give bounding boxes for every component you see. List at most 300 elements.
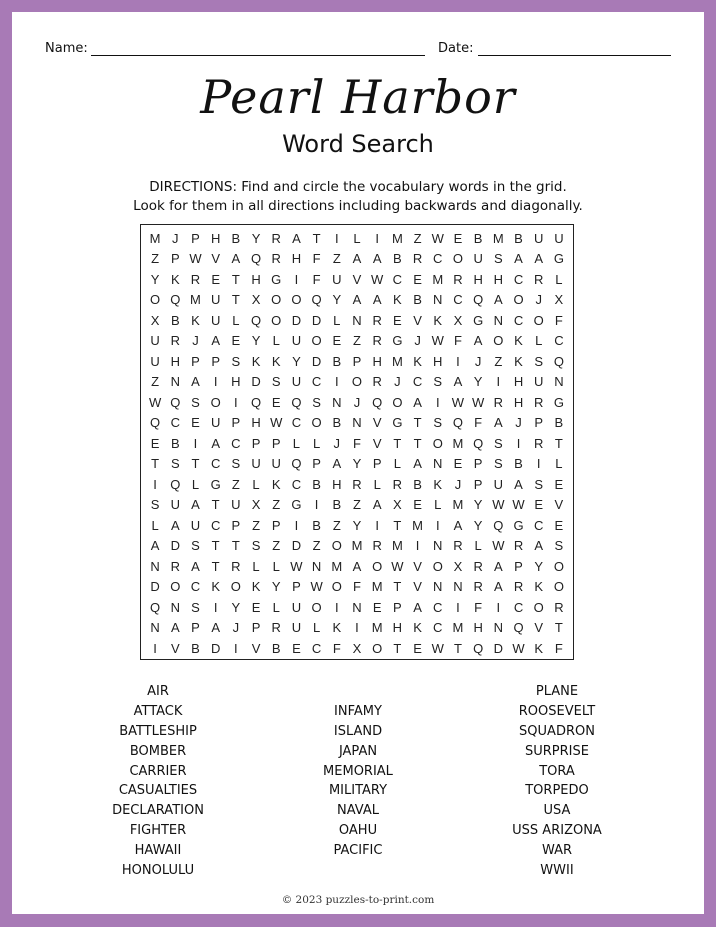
grid-letter[interactable]: O bbox=[271, 312, 282, 328]
grid-letter[interactable]: Q bbox=[473, 435, 484, 451]
grid-letter[interactable]: W bbox=[391, 558, 404, 574]
grid-letter[interactable]: X bbox=[554, 292, 564, 308]
grid-letter[interactable]: C bbox=[190, 579, 201, 595]
grid-letter[interactable]: H bbox=[372, 353, 382, 369]
grid-letter[interactable]: F bbox=[353, 435, 361, 451]
grid-letter[interactable]: R bbox=[412, 251, 423, 267]
grid-letter[interactable]: R bbox=[372, 538, 382, 554]
grid-letter[interactable]: P bbox=[271, 435, 281, 451]
grid-letter[interactable]: A bbox=[170, 620, 180, 636]
grid-letter[interactable]: V bbox=[413, 558, 422, 574]
grid-letter[interactable]: T bbox=[413, 435, 422, 451]
grid-letter[interactable]: M bbox=[391, 353, 403, 369]
grid-letter[interactable]: K bbox=[271, 353, 281, 369]
grid-letter[interactable]: V bbox=[170, 640, 180, 656]
grid-letter[interactable]: W bbox=[290, 558, 303, 574]
grid-letter[interactable]: S bbox=[493, 456, 503, 472]
grid-letter[interactable]: U bbox=[150, 353, 160, 369]
grid-letter[interactable]: Z bbox=[332, 517, 341, 533]
grid-letter[interactable]: I bbox=[536, 456, 541, 472]
grid-letter[interactable]: G bbox=[513, 517, 524, 533]
grid-letter[interactable]: R bbox=[372, 374, 382, 390]
grid-letter[interactable]: G bbox=[271, 271, 282, 287]
grid-letter[interactable]: C bbox=[412, 374, 423, 390]
grid-letter[interactable]: I bbox=[435, 517, 440, 533]
grid-letter[interactable]: T bbox=[554, 620, 563, 636]
grid-letter[interactable]: A bbox=[473, 333, 483, 349]
grid-letter[interactable]: A bbox=[191, 558, 200, 574]
grid-letter[interactable]: Q bbox=[250, 251, 262, 267]
grid-letter[interactable]: H bbox=[231, 374, 241, 390]
grid-letter[interactable]: Q bbox=[493, 517, 504, 533]
grid-letter[interactable]: T bbox=[211, 558, 220, 574]
grid-letter[interactable]: M bbox=[371, 579, 383, 595]
grid-letter[interactable]: E bbox=[554, 476, 564, 492]
grid-letter[interactable]: P bbox=[473, 456, 483, 472]
grid-letter[interactable]: D bbox=[291, 312, 302, 328]
grid-letter[interactable]: C bbox=[170, 415, 180, 431]
grid-letter[interactable]: R bbox=[231, 558, 241, 574]
grid-letter[interactable]: R bbox=[271, 230, 281, 246]
grid-letter[interactable]: B bbox=[514, 456, 523, 472]
grid-letter[interactable]: T bbox=[393, 435, 402, 451]
grid-letter[interactable]: V bbox=[251, 640, 261, 656]
grid-letter[interactable]: B bbox=[332, 497, 342, 513]
grid-letter[interactable]: M bbox=[391, 538, 403, 554]
grid-letter[interactable]: B bbox=[393, 251, 402, 267]
grid-letter[interactable]: R bbox=[453, 271, 463, 287]
grid-letter[interactable]: B bbox=[514, 230, 523, 246]
grid-letter[interactable]: M bbox=[371, 620, 383, 636]
grid-letter[interactable]: I bbox=[213, 374, 218, 390]
grid-letter[interactable]: N bbox=[332, 394, 342, 410]
grid-letter[interactable]: I bbox=[375, 517, 379, 533]
grid-letter[interactable]: C bbox=[534, 517, 544, 533]
grid-letter[interactable]: Y bbox=[473, 374, 483, 390]
grid-letter[interactable]: N bbox=[493, 620, 504, 636]
grid-letter[interactable]: L bbox=[292, 435, 301, 451]
grid-letter[interactable]: J bbox=[353, 394, 361, 410]
grid-letter[interactable]: I bbox=[496, 599, 501, 615]
grid-letter[interactable]: O bbox=[432, 435, 443, 451]
grid-letter[interactable]: S bbox=[150, 497, 160, 513]
grid-letter[interactable]: C bbox=[311, 640, 322, 656]
grid-letter[interactable]: A bbox=[292, 230, 301, 246]
grid-letter[interactable]: A bbox=[534, 538, 544, 554]
grid-letter[interactable]: C bbox=[513, 271, 524, 287]
grid-letter[interactable]: Y bbox=[473, 497, 483, 513]
grid-letter[interactable]: O bbox=[311, 599, 322, 615]
grid-letter[interactable]: L bbox=[272, 558, 280, 574]
grid-letter[interactable]: A bbox=[332, 456, 342, 472]
grid-letter[interactable]: R bbox=[372, 312, 382, 328]
grid-letter[interactable]: M bbox=[432, 271, 444, 287]
grid-letter[interactable]: P bbox=[231, 415, 241, 431]
grid-letter[interactable]: O bbox=[493, 333, 504, 349]
grid-letter[interactable]: W bbox=[310, 579, 323, 595]
grid-letter[interactable]: Z bbox=[151, 374, 160, 390]
grid-letter[interactable]: L bbox=[555, 456, 563, 472]
grid-letter[interactable]: E bbox=[150, 435, 160, 451]
grid-letter[interactable]: R bbox=[534, 394, 544, 410]
grid-letter[interactable]: F bbox=[453, 333, 462, 349]
grid-letter[interactable]: J bbox=[172, 230, 179, 246]
grid-letter[interactable]: N bbox=[493, 312, 504, 328]
grid-letter[interactable]: A bbox=[150, 538, 160, 554]
grid-letter[interactable]: H bbox=[513, 374, 524, 390]
grid-letter[interactable]: O bbox=[553, 558, 564, 574]
grid-letter[interactable]: B bbox=[271, 640, 281, 656]
grid-letter[interactable]: Y bbox=[231, 599, 241, 615]
grid-letter[interactable]: Z bbox=[312, 538, 321, 554]
grid-letter[interactable]: I bbox=[153, 640, 157, 656]
grid-letter[interactable]: S bbox=[554, 538, 564, 554]
grid-letter[interactable]: B bbox=[170, 312, 180, 328]
grid-letter[interactable]: Z bbox=[252, 517, 261, 533]
grid-letter[interactable]: A bbox=[413, 599, 422, 615]
grid-letter[interactable]: S bbox=[271, 374, 281, 390]
grid-letter[interactable]: K bbox=[534, 640, 544, 656]
grid-letter[interactable]: E bbox=[332, 333, 342, 349]
grid-letter[interactable]: K bbox=[251, 353, 261, 369]
grid-letter[interactable]: J bbox=[515, 415, 522, 431]
grid-letter[interactable]: N bbox=[453, 579, 463, 595]
grid-letter[interactable]: O bbox=[170, 579, 181, 595]
grid-letter[interactable]: A bbox=[231, 251, 241, 267]
grid-letter[interactable]: C bbox=[453, 292, 463, 308]
grid-letter[interactable]: Q bbox=[513, 620, 524, 636]
grid-letter[interactable]: E bbox=[554, 517, 564, 533]
grid-letter[interactable]: V bbox=[534, 620, 544, 636]
grid-letter[interactable]: L bbox=[535, 333, 543, 349]
grid-letter[interactable]: F bbox=[353, 579, 361, 595]
grid-letter[interactable]: E bbox=[191, 415, 200, 431]
grid-letter[interactable]: D bbox=[493, 640, 504, 656]
grid-letter[interactable]: A bbox=[211, 620, 220, 636]
grid-letter[interactable]: W bbox=[431, 230, 444, 246]
grid-letter[interactable]: C bbox=[513, 599, 524, 615]
grid-letter[interactable]: S bbox=[534, 476, 544, 492]
grid-letter[interactable]: C bbox=[392, 271, 403, 287]
grid-letter[interactable]: P bbox=[393, 599, 402, 615]
grid-letter[interactable]: U bbox=[534, 374, 544, 390]
grid-letter[interactable]: A bbox=[493, 292, 503, 308]
grid-letter[interactable]: E bbox=[453, 456, 463, 472]
grid-letter[interactable]: B bbox=[191, 640, 200, 656]
grid-letter[interactable]: Q bbox=[473, 292, 484, 308]
grid-letter[interactable]: B bbox=[332, 353, 342, 369]
grid-letter[interactable]: T bbox=[151, 456, 160, 472]
grid-letter[interactable]: N bbox=[352, 415, 362, 431]
grid-letter[interactable]: I bbox=[334, 374, 339, 390]
grid-letter[interactable]: C bbox=[291, 476, 302, 492]
grid-letter[interactable]: Q bbox=[372, 394, 383, 410]
grid-letter[interactable]: R bbox=[493, 394, 504, 410]
grid-letter[interactable]: R bbox=[170, 558, 180, 574]
grid-letter[interactable]: C bbox=[210, 517, 221, 533]
grid-letter[interactable]: F bbox=[554, 640, 563, 656]
grid-letter[interactable]: J bbox=[535, 292, 542, 308]
grid-letter[interactable]: G bbox=[553, 394, 564, 410]
grid-letter[interactable]: S bbox=[170, 456, 180, 472]
grid-letter[interactable]: T bbox=[211, 497, 220, 513]
grid-letter[interactable]: A bbox=[191, 497, 200, 513]
grid-letter[interactable]: N bbox=[352, 599, 362, 615]
grid-letter[interactable]: U bbox=[150, 333, 160, 349]
grid-letter[interactable]: V bbox=[413, 312, 422, 328]
grid-letter[interactable]: U bbox=[291, 599, 302, 615]
grid-letter[interactable]: R bbox=[190, 271, 201, 287]
grid-letter[interactable]: F bbox=[474, 415, 483, 431]
grid-letter[interactable]: I bbox=[334, 230, 339, 246]
grid-letter[interactable]: I bbox=[375, 230, 379, 246]
grid-letter[interactable]: L bbox=[252, 476, 260, 492]
grid-letter[interactable]: H bbox=[332, 476, 342, 492]
grid-letter[interactable]: M bbox=[452, 435, 464, 451]
grid-letter[interactable]: C bbox=[513, 312, 524, 328]
grid-letter[interactable]: H bbox=[251, 271, 261, 287]
grid-letter[interactable]: K bbox=[251, 579, 261, 595]
grid-letter[interactable]: R bbox=[534, 271, 544, 287]
grid-letter[interactable]: R bbox=[392, 476, 403, 492]
grid-letter[interactable]: J bbox=[454, 476, 462, 492]
grid-letter[interactable]: E bbox=[413, 271, 422, 287]
grid-letter[interactable]: E bbox=[231, 333, 241, 349]
grid-letter[interactable]: Q bbox=[291, 394, 302, 410]
grid-letter[interactable]: I bbox=[234, 640, 238, 656]
grid-letter[interactable]: Z bbox=[272, 497, 281, 513]
grid-letter[interactable]: C bbox=[291, 415, 302, 431]
grid-letter[interactable]: K bbox=[514, 353, 523, 369]
grid-letter[interactable]: Z bbox=[353, 333, 361, 349]
grid-letter[interactable]: H bbox=[473, 271, 483, 287]
grid-letter[interactable]: T bbox=[554, 435, 563, 451]
grid-letter[interactable]: L bbox=[393, 456, 401, 472]
grid-letter[interactable]: E bbox=[453, 230, 463, 246]
grid-letter[interactable]: H bbox=[170, 353, 180, 369]
grid-letter[interactable]: Z bbox=[353, 497, 361, 513]
grid-letter[interactable]: N bbox=[433, 456, 443, 472]
grid-letter[interactable]: Q bbox=[150, 415, 161, 431]
grid-letter[interactable]: T bbox=[393, 640, 402, 656]
grid-letter[interactable]: D bbox=[311, 312, 322, 328]
grid-letter[interactable]: N bbox=[170, 374, 180, 390]
grid-letter[interactable]: O bbox=[392, 394, 403, 410]
grid-letter[interactable]: U bbox=[534, 230, 544, 246]
grid-letter[interactable]: E bbox=[251, 599, 261, 615]
grid-letter[interactable]: N bbox=[170, 599, 180, 615]
grid-letter[interactable]: C bbox=[231, 435, 241, 451]
grid-letter[interactable]: L bbox=[272, 333, 280, 349]
grid-letter[interactable]: K bbox=[534, 579, 544, 595]
grid-letter[interactable]: A bbox=[514, 251, 523, 267]
grid-letter[interactable]: K bbox=[413, 620, 422, 636]
grid-letter[interactable]: O bbox=[331, 579, 342, 595]
grid-letter[interactable]: U bbox=[170, 497, 180, 513]
grid-letter[interactable]: N bbox=[433, 292, 443, 308]
grid-letter[interactable]: Z bbox=[272, 538, 281, 554]
grid-letter[interactable]: I bbox=[516, 435, 521, 451]
grid-letter[interactable]: U bbox=[332, 271, 342, 287]
grid-letter[interactable]: K bbox=[514, 333, 523, 349]
grid-letter[interactable]: U bbox=[210, 312, 221, 328]
grid-letter[interactable]: L bbox=[434, 497, 442, 513]
grid-letter[interactable]: S bbox=[493, 435, 503, 451]
grid-letter[interactable]: D bbox=[150, 579, 160, 595]
grid-letter[interactable]: W bbox=[270, 415, 283, 431]
grid-letter[interactable]: M bbox=[452, 620, 464, 636]
grid-letter[interactable]: T bbox=[231, 271, 240, 287]
grid-letter[interactable]: A bbox=[372, 251, 382, 267]
grid-letter[interactable]: L bbox=[151, 517, 159, 533]
grid-letter[interactable]: P bbox=[251, 620, 261, 636]
grid-letter[interactable]: A bbox=[493, 558, 503, 574]
grid-letter[interactable]: O bbox=[533, 312, 544, 328]
grid-letter[interactable]: N bbox=[150, 558, 160, 574]
grid-letter[interactable]: A bbox=[453, 374, 463, 390]
grid-letter[interactable]: O bbox=[351, 374, 363, 390]
grid-letter[interactable]: R bbox=[170, 333, 180, 349]
grid-letter[interactable]: U bbox=[210, 415, 221, 431]
grid-letter[interactable]: V bbox=[211, 251, 220, 267]
date-field-line[interactable] bbox=[478, 55, 671, 56]
grid-letter[interactable]: K bbox=[271, 476, 281, 492]
grid-letter[interactable]: R bbox=[513, 579, 524, 595]
name-field-line[interactable] bbox=[91, 55, 425, 56]
grid-letter[interactable]: G bbox=[392, 415, 403, 431]
grid-letter[interactable]: Y bbox=[150, 271, 160, 287]
grid-letter[interactable]: M bbox=[452, 497, 464, 513]
grid-letter[interactable]: L bbox=[312, 620, 321, 636]
grid-letter[interactable]: B bbox=[332, 415, 342, 431]
grid-letter[interactable]: D bbox=[291, 538, 302, 554]
grid-letter[interactable]: A bbox=[191, 374, 200, 390]
grid-letter[interactable]: Q bbox=[311, 292, 322, 308]
grid-letter[interactable]: B bbox=[554, 415, 564, 431]
grid-letter[interactable]: Z bbox=[151, 251, 160, 267]
grid-letter[interactable]: S bbox=[231, 456, 241, 472]
grid-letter[interactable]: K bbox=[211, 579, 220, 595]
grid-letter[interactable]: U bbox=[554, 230, 564, 246]
grid-letter[interactable]: O bbox=[452, 251, 463, 267]
grid-letter[interactable]: K bbox=[413, 353, 422, 369]
grid-letter[interactable]: I bbox=[213, 599, 218, 615]
grid-letter[interactable]: P bbox=[191, 230, 200, 246]
grid-letter[interactable]: W bbox=[512, 497, 525, 513]
grid-letter[interactable]: M bbox=[331, 558, 343, 574]
grid-letter[interactable]: T bbox=[191, 456, 200, 472]
grid-letter[interactable]: Y bbox=[332, 292, 342, 308]
grid-letter[interactable]: W bbox=[431, 640, 444, 656]
grid-letter[interactable]: B bbox=[231, 230, 241, 246]
grid-letter[interactable]: K bbox=[332, 620, 342, 636]
grid-letter[interactable]: F bbox=[312, 271, 321, 287]
grid-letter[interactable]: A bbox=[352, 292, 362, 308]
grid-letter[interactable]: C bbox=[433, 251, 443, 267]
grid-letter[interactable]: Z bbox=[332, 251, 341, 267]
grid-letter[interactable]: R bbox=[453, 538, 463, 554]
grid-letter[interactable]: I bbox=[234, 394, 238, 410]
grid-letter[interactable]: B bbox=[413, 292, 422, 308]
grid-letter[interactable]: X bbox=[251, 497, 261, 513]
grid-letter[interactable]: W bbox=[189, 251, 202, 267]
grid-letter[interactable]: I bbox=[334, 599, 339, 615]
grid-letter[interactable]: J bbox=[232, 620, 240, 636]
grid-letter[interactable]: A bbox=[211, 333, 220, 349]
grid-letter[interactable]: M bbox=[492, 230, 504, 246]
grid-letter[interactable]: C bbox=[433, 620, 443, 636]
grid-letter[interactable]: H bbox=[210, 230, 221, 246]
grid-letter[interactable]: U bbox=[251, 456, 261, 472]
grid-letter[interactable]: F bbox=[474, 599, 483, 615]
grid-letter[interactable]: J bbox=[394, 374, 401, 390]
grid-letter[interactable]: L bbox=[232, 312, 240, 328]
grid-letter[interactable]: M bbox=[190, 292, 201, 308]
grid-letter[interactable]: A bbox=[453, 517, 463, 533]
grid-letter[interactable]: Q bbox=[473, 640, 484, 656]
grid-letter[interactable]: P bbox=[473, 476, 483, 492]
grid-letter[interactable]: S bbox=[191, 538, 200, 554]
grid-letter[interactable]: A bbox=[211, 435, 220, 451]
grid-letter[interactable]: L bbox=[555, 271, 563, 287]
grid-letter[interactable]: W bbox=[431, 333, 444, 349]
grid-letter[interactable]: M bbox=[391, 230, 403, 246]
grid-letter[interactable]: G bbox=[291, 497, 302, 513]
grid-letter[interactable]: A bbox=[413, 394, 422, 410]
grid-letter[interactable]: R bbox=[352, 476, 362, 492]
grid-letter[interactable]: V bbox=[413, 579, 422, 595]
grid-letter[interactable]: B bbox=[170, 435, 180, 451]
grid-letter[interactable]: Y bbox=[251, 230, 261, 246]
grid-letter[interactable]: N bbox=[433, 538, 443, 554]
grid-letter[interactable]: R bbox=[271, 251, 281, 267]
grid-letter[interactable]: R bbox=[554, 599, 564, 615]
grid-letter[interactable]: Q bbox=[553, 353, 564, 369]
grid-letter[interactable]: I bbox=[153, 476, 157, 492]
grid-letter[interactable]: L bbox=[333, 312, 341, 328]
grid-letter[interactable]: A bbox=[534, 251, 544, 267]
grid-letter[interactable]: Q bbox=[170, 476, 181, 492]
grid-letter[interactable]: K bbox=[191, 312, 200, 328]
grid-letter[interactable]: V bbox=[554, 497, 564, 513]
grid-letter[interactable]: Q bbox=[291, 456, 302, 472]
grid-letter[interactable]: Q bbox=[170, 394, 181, 410]
grid-letter[interactable]: D bbox=[170, 538, 180, 554]
grid-letter[interactable]: A bbox=[493, 579, 503, 595]
grid-letter[interactable]: R bbox=[473, 579, 483, 595]
grid-letter[interactable]: H bbox=[473, 620, 483, 636]
grid-letter[interactable]: Z bbox=[494, 353, 503, 369]
grid-letter[interactable]: O bbox=[513, 292, 524, 308]
grid-letter[interactable]: O bbox=[150, 292, 161, 308]
grid-letter[interactable]: T bbox=[231, 538, 240, 554]
grid-letter[interactable]: T bbox=[231, 292, 240, 308]
grid-letter[interactable]: P bbox=[534, 415, 544, 431]
grid-letter[interactable]: S bbox=[534, 353, 544, 369]
grid-letter[interactable]: I bbox=[314, 497, 319, 513]
grid-letter[interactable]: J bbox=[333, 435, 341, 451]
grid-letter[interactable]: N bbox=[554, 374, 564, 390]
grid-letter[interactable]: D bbox=[251, 374, 261, 390]
grid-letter[interactable]: W bbox=[492, 497, 505, 513]
grid-letter[interactable]: H bbox=[433, 353, 443, 369]
grid-letter[interactable]: A bbox=[352, 558, 362, 574]
grid-letter[interactable]: S bbox=[191, 599, 200, 615]
grid-letter[interactable]: S bbox=[493, 251, 503, 267]
grid-letter[interactable]: U bbox=[231, 497, 241, 513]
grid-letter[interactable]: J bbox=[474, 353, 482, 369]
grid-letter[interactable]: O bbox=[553, 579, 564, 595]
